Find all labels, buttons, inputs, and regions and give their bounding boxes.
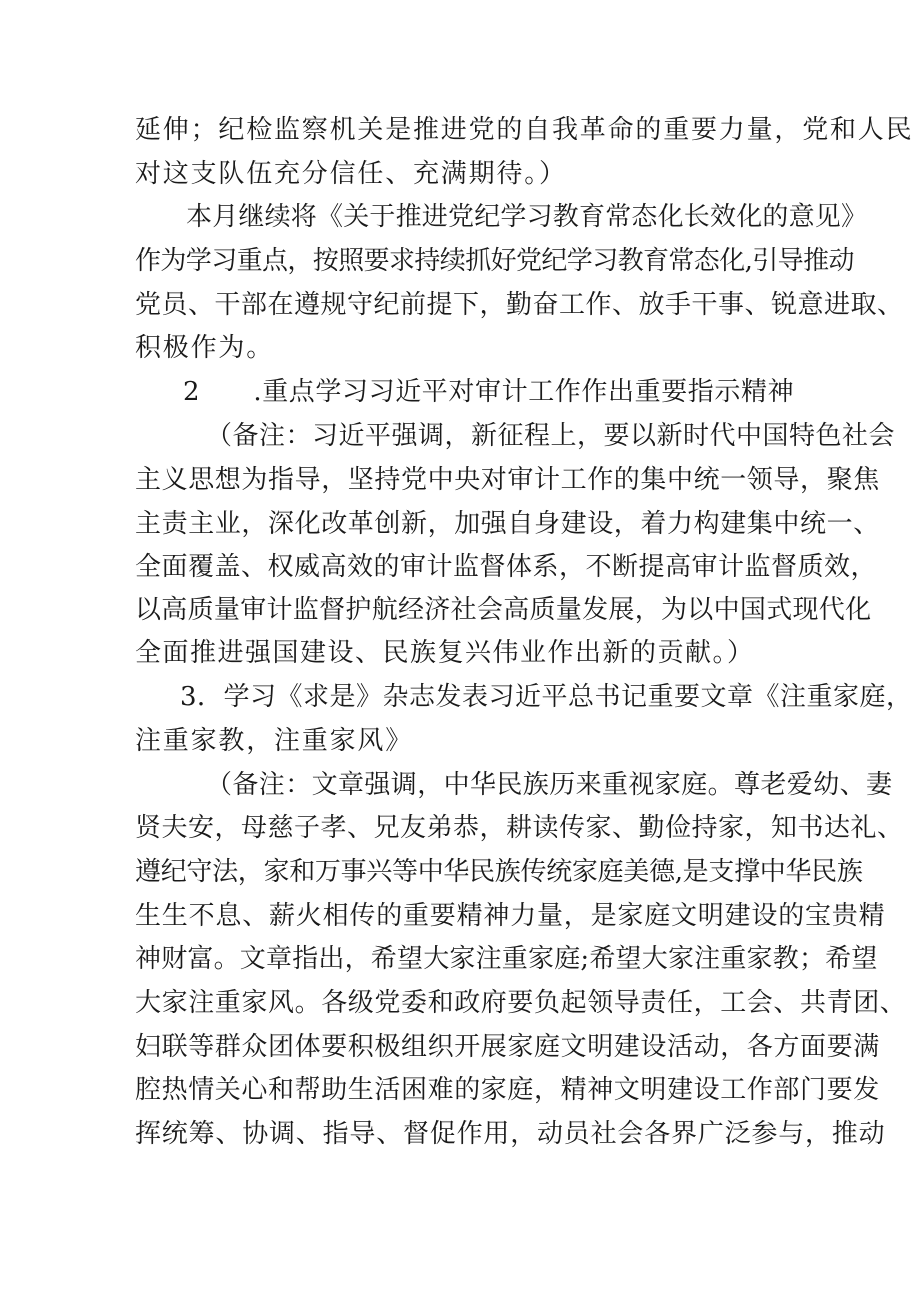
text-line: 全面覆盖、权威高效的审计监督体系，不断提高审计监督质效， <box>135 552 878 582</box>
text-line: 以高质量审计监督护航经济社会高质量发展，为以中国式现代化 <box>135 595 872 625</box>
text-line: 对这支队伍充分信任、充满期待。） <box>135 159 567 189</box>
text-line: 生生不息、薪火相传的重要精神力量，是家庭文明建设的宝贵精 <box>135 901 886 931</box>
note-paragraph-start: （备注：文章强调，中华民族历来重视家庭。尊老爱幼、妻 <box>206 770 893 800</box>
text-line: 贤夫安，母慈子孝、兄友弟恭，耕读传家、勤俭持家，知书达礼、 <box>135 813 904 843</box>
text-line: 党员、干部在遵规守纪前提下，勤奋工作、放手干事、锐意进取、 <box>135 290 904 320</box>
text-line: 全面推进强国建设、民族复兴伟业作出新的贡献。） <box>135 638 755 668</box>
text-line: 神财富。文章指出，希望大家注重家庭;希望大家注重家教；希望 <box>135 944 878 974</box>
text-line: 妇联等群众团体要积极组织开展家庭文明建设活动，各方面要满 <box>135 1032 880 1062</box>
text-line: 挥统筹、协调、指导、督促作用，动员社会各界广泛参与，推动 <box>135 1119 886 1149</box>
note-paragraph-start: （备注：习近平强调，新征程上，要以新时代中国特色社会 <box>206 421 896 451</box>
text-line: 遵纪守法，家和万事兴等中华民族传统家庭美德,是支撑中华民族 <box>135 857 863 887</box>
section-heading-2: 2 .重点学习习近平对审计工作作出重要指示精神 <box>183 377 795 407</box>
text-line: 主义思想为指导，坚持党中央对审计工作的集中统一领导，聚焦 <box>135 465 880 495</box>
text-line: 延伸；纪检监察机关是推进党的自我革命的重要力量，党和人民 <box>135 115 914 145</box>
text-line: 积极作为。 <box>135 333 275 363</box>
text-line: 腔热情关心和帮助生活困难的家庭，精神文明建设工作部门要发 <box>135 1075 880 1105</box>
text-line: 大家注重家风。各级党委和政府要负起领导责任，工会、共青团、 <box>135 988 907 1018</box>
text-line: 主责主业，深化改革创新，加强自身建设，着力构建集中统一、 <box>135 509 880 539</box>
section-heading-3: 3．学习《求是》杂志发表习近平总书记重要文章《注重家庭， <box>180 682 913 712</box>
text-line: 注重家教，注重家风》 <box>135 726 414 756</box>
text-line: 作为学习重点，按照要求持续抓好党纪学习教育常态化,引导推动 <box>135 246 854 276</box>
paragraph-start: 本月继续将《关于推进党纪学习教育常态化长效化的意见》 <box>186 202 868 232</box>
